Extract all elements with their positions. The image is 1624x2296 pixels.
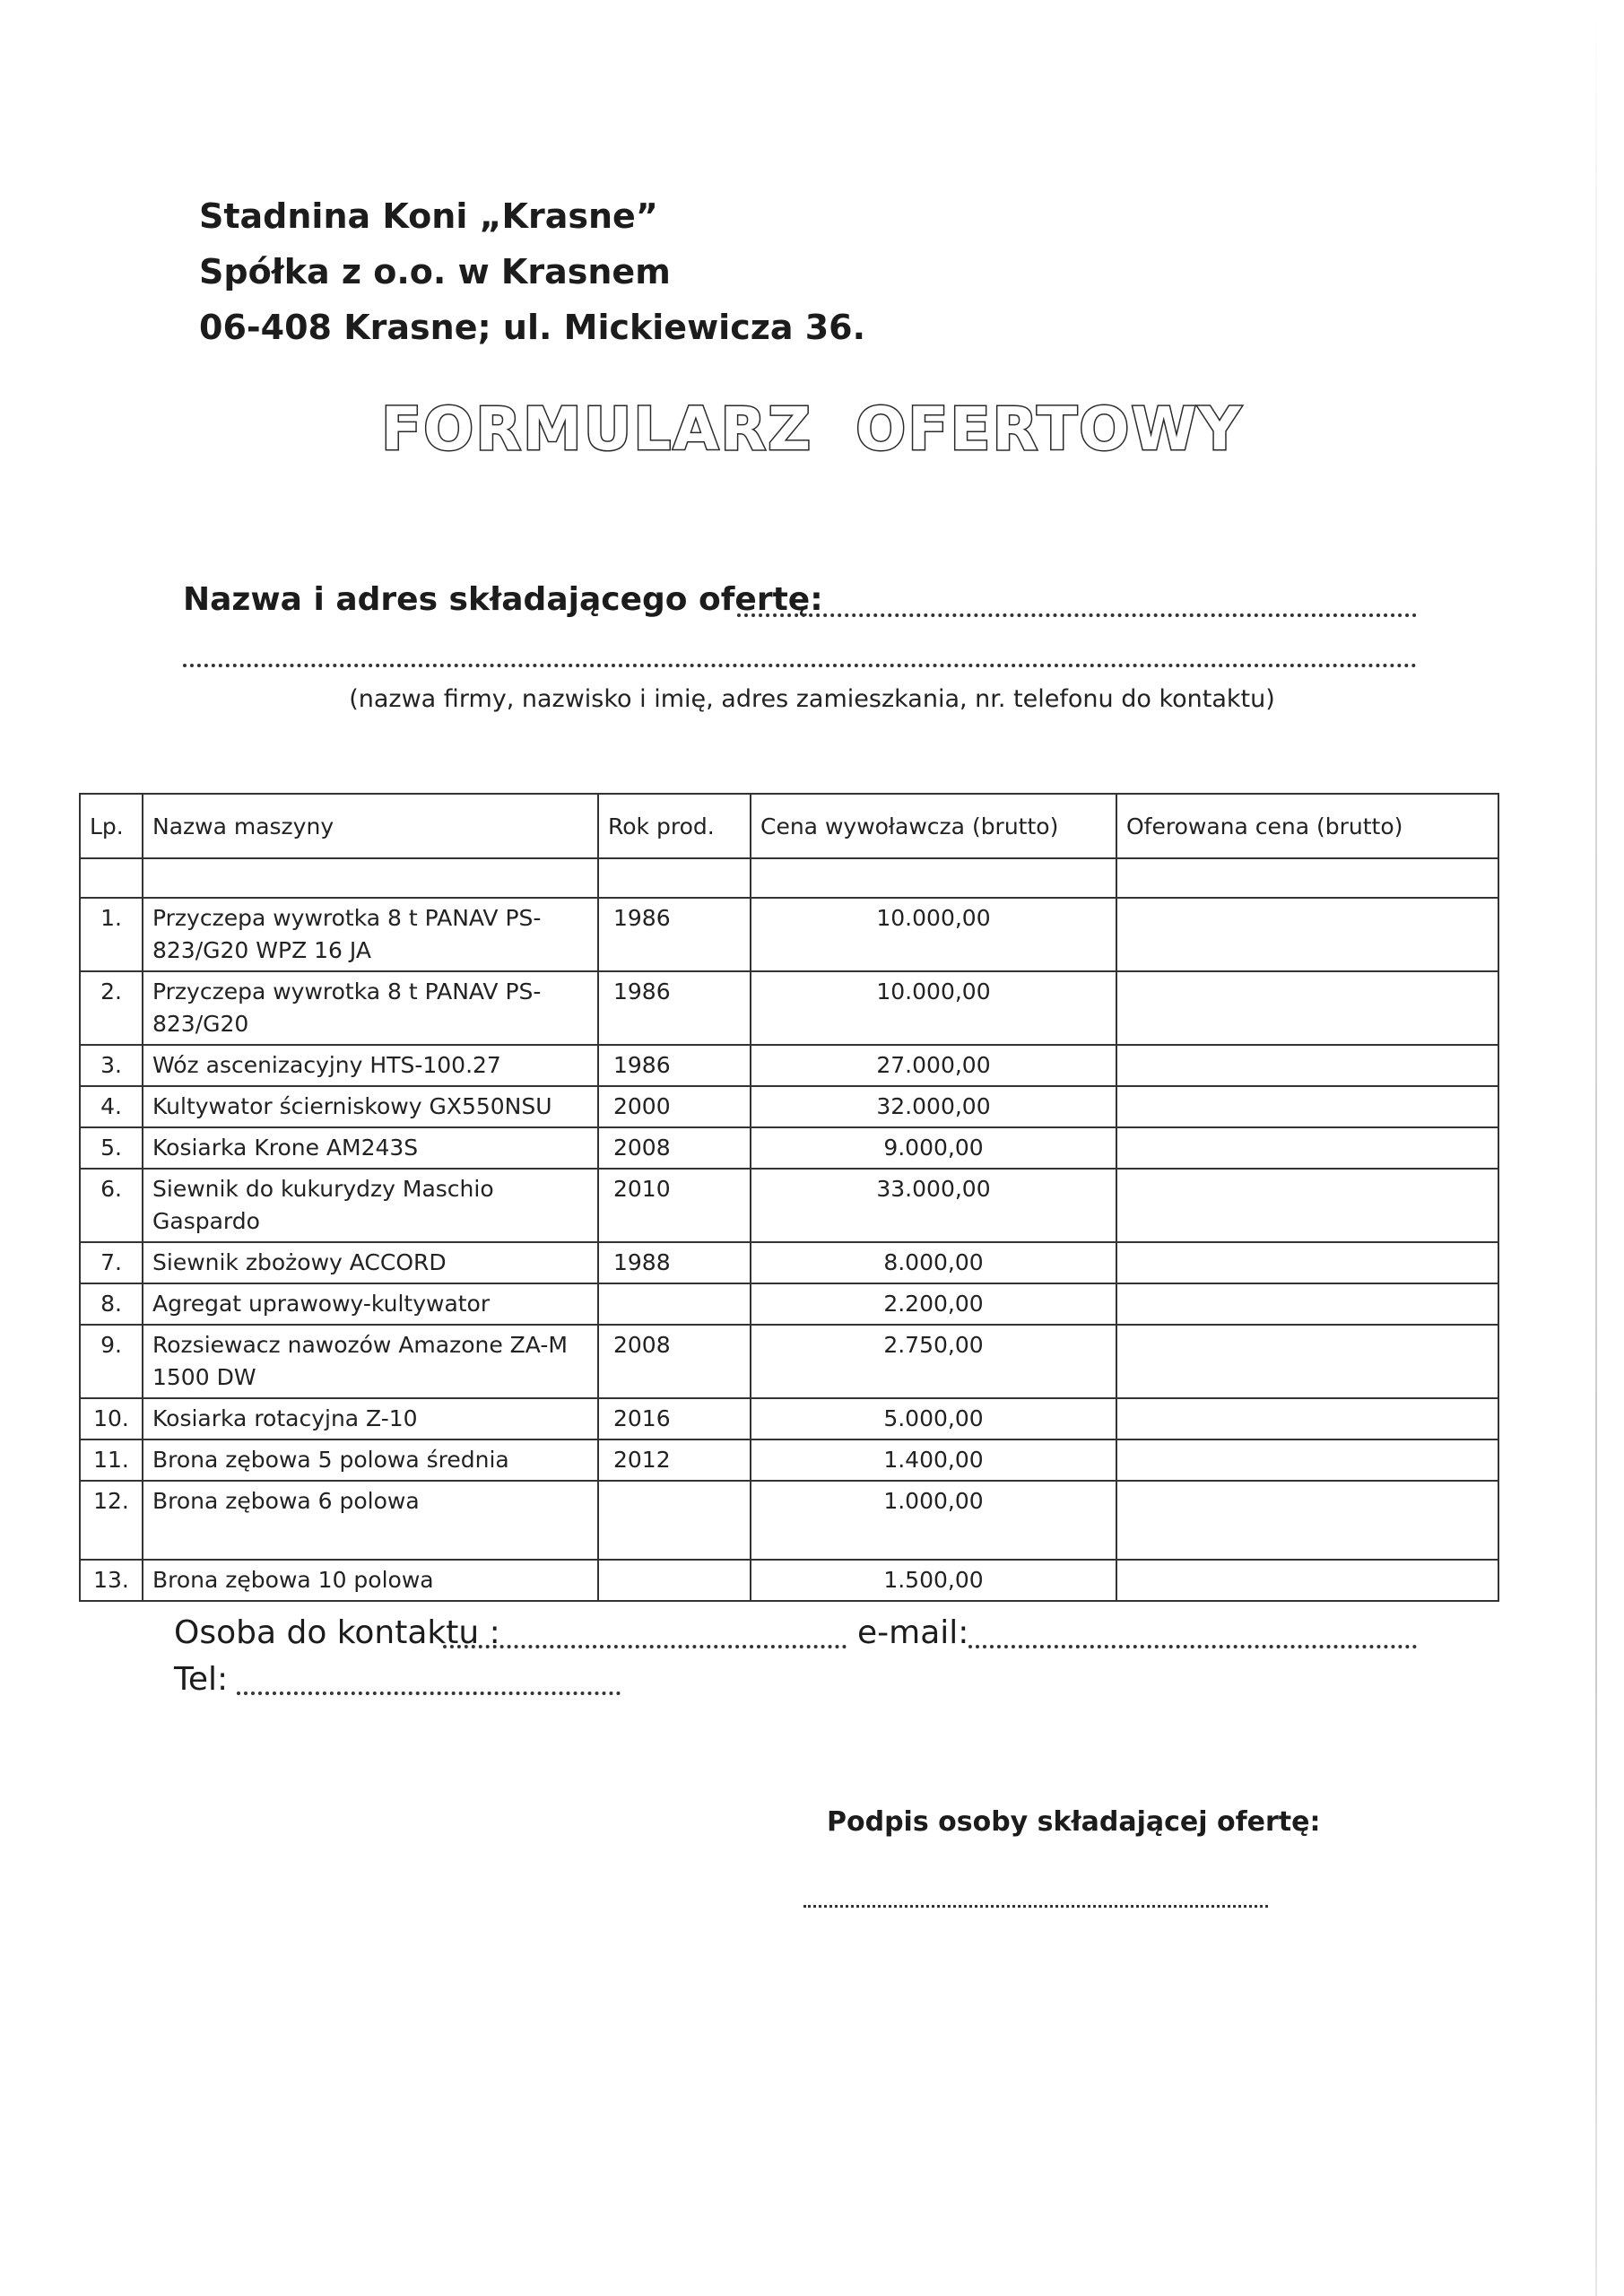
table-row [80,898,1498,971]
row-lp: 1. [80,898,143,971]
table-header-row [80,794,1498,858]
row-lp: 12. [80,1481,143,1560]
row-lp: 3. [80,1045,143,1086]
row-offered-price[interactable] [1116,898,1498,971]
row-offered-price[interactable] [1116,1242,1498,1283]
row-year [598,1481,751,1560]
contact-person-field[interactable] [443,1645,847,1648]
row-year: 2008 [598,1127,751,1169]
row-start-price: 2.200,00 [751,1283,1116,1325]
row-start-price: 33.000,00 [751,1169,1116,1242]
row-offered-price[interactable] [1116,1086,1498,1127]
machines-table [79,793,1499,1602]
row-offered-price[interactable] [1116,1045,1498,1086]
table-row [80,1045,1498,1086]
title-word-2: OFERTOWY [855,395,1243,464]
spacer-cell [143,858,598,898]
email-field[interactable] [968,1645,1417,1648]
header-year: Rok prod. [598,794,751,858]
row-year: 1988 [598,1242,751,1283]
table-row [80,1398,1498,1439]
header-machine-name: Nazwa maszyny [143,794,598,858]
table-row [80,1283,1498,1325]
signature-label: Podpis osoby składającej ofertę: [827,1806,1321,1838]
row-machine-name: Rozsiewacz nawozów Amazone ZA-M 1500 DW [143,1325,598,1398]
spacer-cell [751,858,1116,898]
row-offered-price[interactable] [1116,1283,1498,1325]
row-offered-price[interactable] [1116,1127,1498,1169]
row-machine-name: Brona zębowa 10 polowa [143,1560,598,1601]
row-offered-price[interactable] [1116,971,1498,1045]
table-row [80,1086,1498,1127]
phone-field[interactable] [237,1692,621,1695]
row-machine-name: Przyczepa wywrotka 8 t PANAV PS-823/G20 [143,971,598,1045]
row-offered-price[interactable] [1116,1325,1498,1398]
row-start-price: 8.000,00 [751,1242,1116,1283]
row-year [598,1283,751,1325]
table-spacer-row [80,858,1498,898]
spacer-cell [80,858,143,898]
row-lp: 10. [80,1398,143,1439]
bidder-hint: (nazwa firmy, nazwisko i imię, adres zamieszkania, nr. telefonu do kontaktu) [349,685,1275,713]
row-start-price: 10.000,00 [751,898,1116,971]
row-lp: 6. [80,1169,143,1242]
email-label: e-mail: [857,1614,969,1651]
row-machine-name: Brona zębowa 5 polowa średnia [143,1439,598,1481]
row-year: 2012 [598,1439,751,1481]
contact-person-label: Osoba do kontaktu : [174,1614,500,1651]
row-offered-price[interactable] [1116,1439,1498,1481]
spacer-cell [598,858,751,898]
table-row [80,1560,1498,1601]
table-row [80,971,1498,1045]
row-offered-price[interactable] [1116,1481,1498,1560]
company-legal-form: Spółka z o.o. w Krasnem [199,252,671,291]
row-year: 1986 [598,1045,751,1086]
header-start-price: Cena wywoławcza (brutto) [751,794,1116,858]
table-row [80,1481,1498,1560]
table-row [80,1325,1498,1398]
row-offered-price[interactable] [1116,1560,1498,1601]
phone-label: Tel: [174,1661,229,1698]
row-machine-name: Kosiarka rotacyjna Z-10 [143,1398,598,1439]
row-offered-price[interactable] [1116,1398,1498,1439]
bidder-name-label: Nazwa i adres składającego ofertę: [183,581,823,618]
row-start-price: 9.000,00 [751,1127,1116,1169]
scan-edge-line [1595,0,1597,2296]
header-lp: Lp. [80,794,143,858]
row-lp: 7. [80,1242,143,1283]
table-row [80,1242,1498,1283]
row-machine-name: Agregat uprawowy-kultywator [143,1283,598,1325]
table-row [80,1439,1498,1481]
table-row [80,1169,1498,1242]
title-word-1: FORMULARZ [381,395,813,464]
table-row [80,1127,1498,1169]
company-address: 06-408 Krasne; ul. Mickiewicza 36. [199,308,866,347]
row-lp: 8. [80,1283,143,1325]
row-year: 1986 [598,898,751,971]
row-lp: 13. [80,1560,143,1601]
row-machine-name: Siewnik do kukurydzy Maschio Gaspardo [143,1169,598,1242]
header-offered-price: Oferowana cena (brutto) [1116,794,1498,858]
row-start-price: 5.000,00 [751,1398,1116,1439]
page-title [0,395,1624,464]
bidder-address-field[interactable] [183,664,1417,667]
row-year: 2016 [598,1398,751,1439]
row-lp: 9. [80,1325,143,1398]
row-lp: 11. [80,1439,143,1481]
row-start-price: 32.000,00 [751,1086,1116,1127]
row-start-price: 10.000,00 [751,971,1116,1045]
row-machine-name: Siewnik zbożowy ACCORD [143,1242,598,1283]
row-lp: 5. [80,1127,143,1169]
company-name: Stadnina Koni „Krasne” [199,196,658,236]
row-year: 2008 [598,1325,751,1398]
row-machine-name: Kosiarka Krone AM243S [143,1127,598,1169]
row-start-price: 1.500,00 [751,1560,1116,1601]
row-year: 1986 [598,971,751,1045]
row-machine-name: Kultywator ścierniskowy GX550NSU [143,1086,598,1127]
signature-field[interactable] [803,1905,1268,1908]
row-start-price: 1.000,00 [751,1481,1116,1560]
row-lp: 4. [80,1086,143,1127]
row-start-price: 27.000,00 [751,1045,1116,1086]
row-year [598,1560,751,1601]
row-lp: 2. [80,971,143,1045]
row-start-price: 1.400,00 [751,1439,1116,1481]
row-machine-name: Przyczepa wywrotka 8 t PANAV PS-823/G20 WPZ 16 JA [143,898,598,971]
row-start-price: 2.750,00 [751,1325,1116,1398]
spacer-cell [1116,858,1498,898]
row-machine-name: Wóz ascenizacyjny HTS-100.27 [143,1045,598,1086]
row-machine-name: Brona zębowa 6 polowa [143,1481,598,1560]
row-offered-price[interactable] [1116,1169,1498,1242]
bidder-name-field[interactable] [737,613,1417,617]
row-year: 2010 [598,1169,751,1242]
company-header [199,188,865,355]
row-year: 2000 [598,1086,751,1127]
